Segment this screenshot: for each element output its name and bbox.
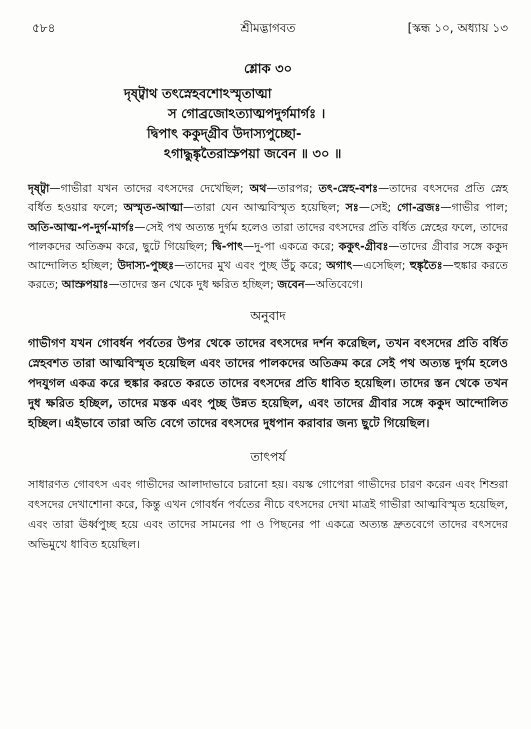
synonym-term: অতি-আত্ম-প-দুর্গ-মার্গঃ	[28, 220, 135, 234]
book-page	[28, 20, 508, 555]
purport-text: সাধারণত গোবৎস এবং গাভীদের আলাদাভাবে চরানো হয়। বয়স্ক গোপেরা গাভীদের চারণ করেন এবং শিশুরা বৎসদের দেখাশোনা করে, কিন্তু এখন গোবর্ধন পর্বতের নীচে বৎসদের দেখা মাত্রই গাভীরা আত্মবিস্মৃত হয়েছিল, এবং তারা ঊর্ধ্বপুচ্ছ হয়ে এবং তাদের সামনের পা ও পিছনের পা একত্রে অত্যন্ত দ্রুতবেগে তাদের বৎসদের অভিমুখে ধাবিত হয়েছিল।	[28, 477, 508, 551]
synonym-term: ককুৎ-গ্রীবঃ	[338, 239, 389, 253]
purport-heading: তাৎপর্য	[250, 448, 286, 464]
synonym-meaning: —গাভীর পাল;	[440, 201, 508, 215]
synonym-meaning: —তাদের বৎসদের প্রতি স্নেহ বর্ধিত হওয়ার ফলে;	[28, 182, 509, 215]
synonym-term: গো-ব্রজঃ	[397, 201, 441, 215]
synonym-term: সঃ	[345, 201, 359, 215]
synonym-term: দ্বি-পাৎ	[212, 239, 244, 253]
word-meanings	[28, 179, 508, 295]
verse-number: শ্লোক ৩০	[243, 62, 293, 77]
synonym-term: উদাস্য-পুচ্ছঃ	[117, 259, 175, 273]
synonym-meaning: —তাদের গ্রীবার সঙ্গে ককুদ আন্দোলিত হচ্ছিল;	[28, 239, 508, 273]
page-number: ৫৮৪	[32, 21, 56, 35]
synonym-meaning: —তারপর;	[266, 182, 319, 195]
synonym-term: অগাৎ	[326, 259, 353, 273]
synonym-meaning: —দু-পা একত্রে করে;	[243, 239, 339, 253]
page-header	[28, 20, 508, 40]
synonym-term: জবেন	[277, 278, 305, 292]
synonym-term: আস্রুপয়াঃ	[61, 278, 109, 292]
synonym-meaning: —সেই পথ অত্যন্ত দুর্গম হলেও তারা তাদের বৎসদের প্রতি বর্ধিত স্নেহের ফলে, তাদের পালকদের অতিক্রম করে, ছুটে গিয়েছিল;	[28, 220, 508, 253]
synonym-term: তৎ-স্নেহ-বশঃ	[318, 182, 379, 195]
verse-line: দৃষ্ট্বাথ তৎস্নেহবশোঽস্মৃতাত্মা	[124, 87, 272, 102]
sanskrit-verse	[28, 85, 508, 165]
synonym-meaning: —অতিবেগে।	[304, 278, 364, 292]
synonym-meaning: —এসেছিল;	[352, 259, 410, 273]
translation-heading: অনুবাদ	[250, 307, 286, 323]
translation-text: গাভীগণ যখন গোবর্ধন পর্বতের উপর থেকে তাদের বৎসদের দর্শন করেছিল, তখন বৎসদের প্রতি বর্ধিত স্নেহবশত তারা আত্মবিস্মৃত হয়েছিল এবং তাদের পালকদের অতিক্রম করে সেই পথ অত্যন্ত দুর্গম হলেও পদযুগল একত্র করে হুঙ্কার করতে করতে তাদের বৎসদের প্রতি ধাবিত হয়েছিল। তাদের স্তন থেকে তখন দুধ ক্ষরিত হচ্ছিল, তাদের মস্তক এবং পুচ্ছ উন্নত হয়েছিল, এবং তাদের গ্রীবার সঙ্গে ককুদ আন্দোলিত হচ্ছিল। এইভাবে তারা অতি বেগে তাদের বৎসদের দুধপান করাবার জন্য ছুটে গিয়েছিল।	[28, 335, 508, 430]
synonym-term: অথ	[249, 182, 267, 195]
verse-line: দ্বিপাৎ ককুদ্‌গ্রীব উদাস্যপুচ্ছো-	[147, 127, 302, 142]
chapter-reference: [স্কন্ধ ১০, অধ্যায় ১৩	[407, 21, 508, 35]
verse-line: ঽগাদ্ধুঙ্কৃতৈরাস্রুপয়া জবেন ॥ ৩০ ॥	[164, 147, 342, 162]
synonym-meaning: —সেই;	[358, 201, 398, 215]
synonym-meaning: —তাদের স্তন থেকে দুধ ক্ষরিত হচ্ছিল;	[108, 278, 278, 292]
book-title: শ্রীমদ্ভাগবত	[240, 21, 296, 35]
synonym-term: অস্মৃত-আত্মা	[123, 201, 184, 215]
synonym-term: দৃষ্ট্বা	[28, 182, 50, 195]
synonym-meaning: —তারা যেন আত্মবিস্মৃত হয়েছিল;	[183, 201, 346, 215]
synonym-meaning: —গাভীরা যখন তাদের বৎসদের দেখেছিল;	[49, 182, 250, 195]
synonym-term: হুঙ্কৃতৈঃ	[409, 259, 443, 273]
verse-line: স গোব্রজোঽত্যাত্মপদুর্গমার্গঃ ।	[168, 107, 326, 122]
synonym-meaning: —হুঙ্কার করতে করতে;	[28, 259, 509, 292]
synonym-meaning: —তাদের মুখ এবং পুচ্ছ উঁচু করে;	[174, 259, 327, 273]
